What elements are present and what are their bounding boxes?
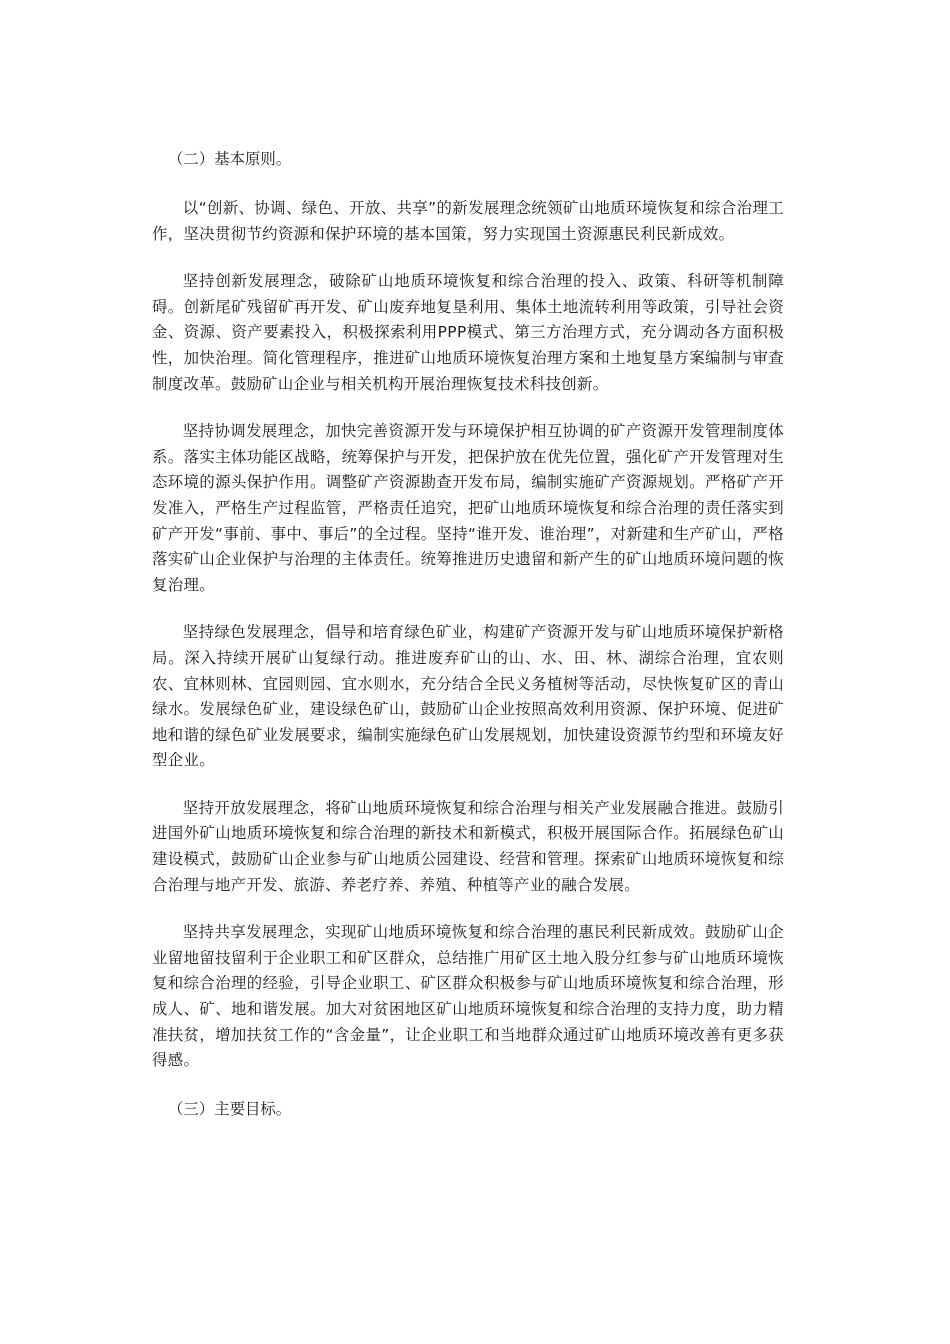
paragraph-innovation: 坚持创新发展理念，破除矿山地质环境恢复和综合治理的投入、政策、科研等机制障碍。创新尾矿残留矿再开发、矿山废弃地复垦利用、集体土地流转利用等政策，引导社会资金、资源、资产要素投入，积极探索利用PPP模式、第三方治理方式，充分调动各方面积极性，加快治理。简化管理程序，推进矿山地质环境恢复治理方案和土地复垦方案编制与审查制度改革。鼓励矿山企业与相关机构开展治理恢复技术科技创新。 xyxy=(152,272,784,393)
document-body xyxy=(152,146,784,1122)
section-heading-main-goals: （三）主要目标。 xyxy=(168,1099,292,1118)
paragraph-green: 坚持绿色发展理念，倡导和培育绿色矿业，构建矿产资源开发与矿山地质环境保护新格局。深入持续开展矿山复绿行动。推进废弃矿山的山、水、田、林、湖综合治理，宜农则农、宜林则林、宜园则园、宜水则水，充分结合全民义务植树等活动，尽快恢复矿区的青山绿水。发展绿色矿业，建设绿色矿山，鼓励矿山企业按照高效利用资源、保护环境、促进矿地和谐的绿色矿业发展要求，编制实施绿色矿山发展规划，加快建设资源节约型和环境友好型企业。 xyxy=(152,623,784,770)
paragraph-openness: 坚持开放发展理念，将矿山地质环境恢复和综合治理与相关产业发展融合推进。鼓励引进国外矿山地质环境恢复和综合治理的新技术和新模式，积极开展国际合作。拓展绿色矿山建设模式，鼓励矿山企业参与矿山地质公园建设、经营和管理。探索矿山地质环境恢复和综合治理与地产开发、旅游、养老疗养、养殖、种植等产业的融合发展。 xyxy=(152,798,784,894)
paragraph-overview: 以“创新、协调、绿色、开放、共享”的新发展理念统领矿山地质环境恢复和综合治理工作，坚决贯彻节约资源和保护环境的基本国策，努力实现国土资源惠民利民新成效。 xyxy=(152,199,784,243)
section-heading-basic-principles: （二）基本原则。 xyxy=(168,150,292,168)
paragraph-coordination: 坚持协调发展理念，加快完善资源开发与环境保护相互协调的矿产资源开发管理制度体系。落实主体功能区战略，统筹保护与开发，把保护放在优先位置，强化矿产开发管理对生态环境的源头保护作用。调整矿产资源勘查开发布局，编制实施矿产资源规划。严格矿产开发准入，严格生产过程监管，严格责任追究，把矿山地质环境恢复和综合治理的责任落实到矿产开发“事前、事中、事后”的全过程。坚持“谁开发、谁治理”，对新建和生产矿山，严格落实矿山企业保护与治理的主体责任。统筹推进历史遗留和新产生的矿山地质环境问题的恢复治理。 xyxy=(152,422,784,594)
paragraph-sharing: 坚持共享发展理念，实现矿山地质环境恢复和综合治理的惠民利民新成效。鼓励矿山企业留地留技留利于企业职工和矿区群众，总结推广用矿区土地入股分红参与矿山地质环境恢复和综合治理的经验，引导企业职工、矿区群众积极参与矿山地质环境恢复和综合治理，形成人、矿、地和谐发展。加大对贫困地区矿山地质环境恢复和综合治理的支持力度，助力精准扶贫，增加扶贫工作的“含金量”，让企业职工和当地群众通过矿山地质环境改善有更多获得感。 xyxy=(152,923,784,1070)
